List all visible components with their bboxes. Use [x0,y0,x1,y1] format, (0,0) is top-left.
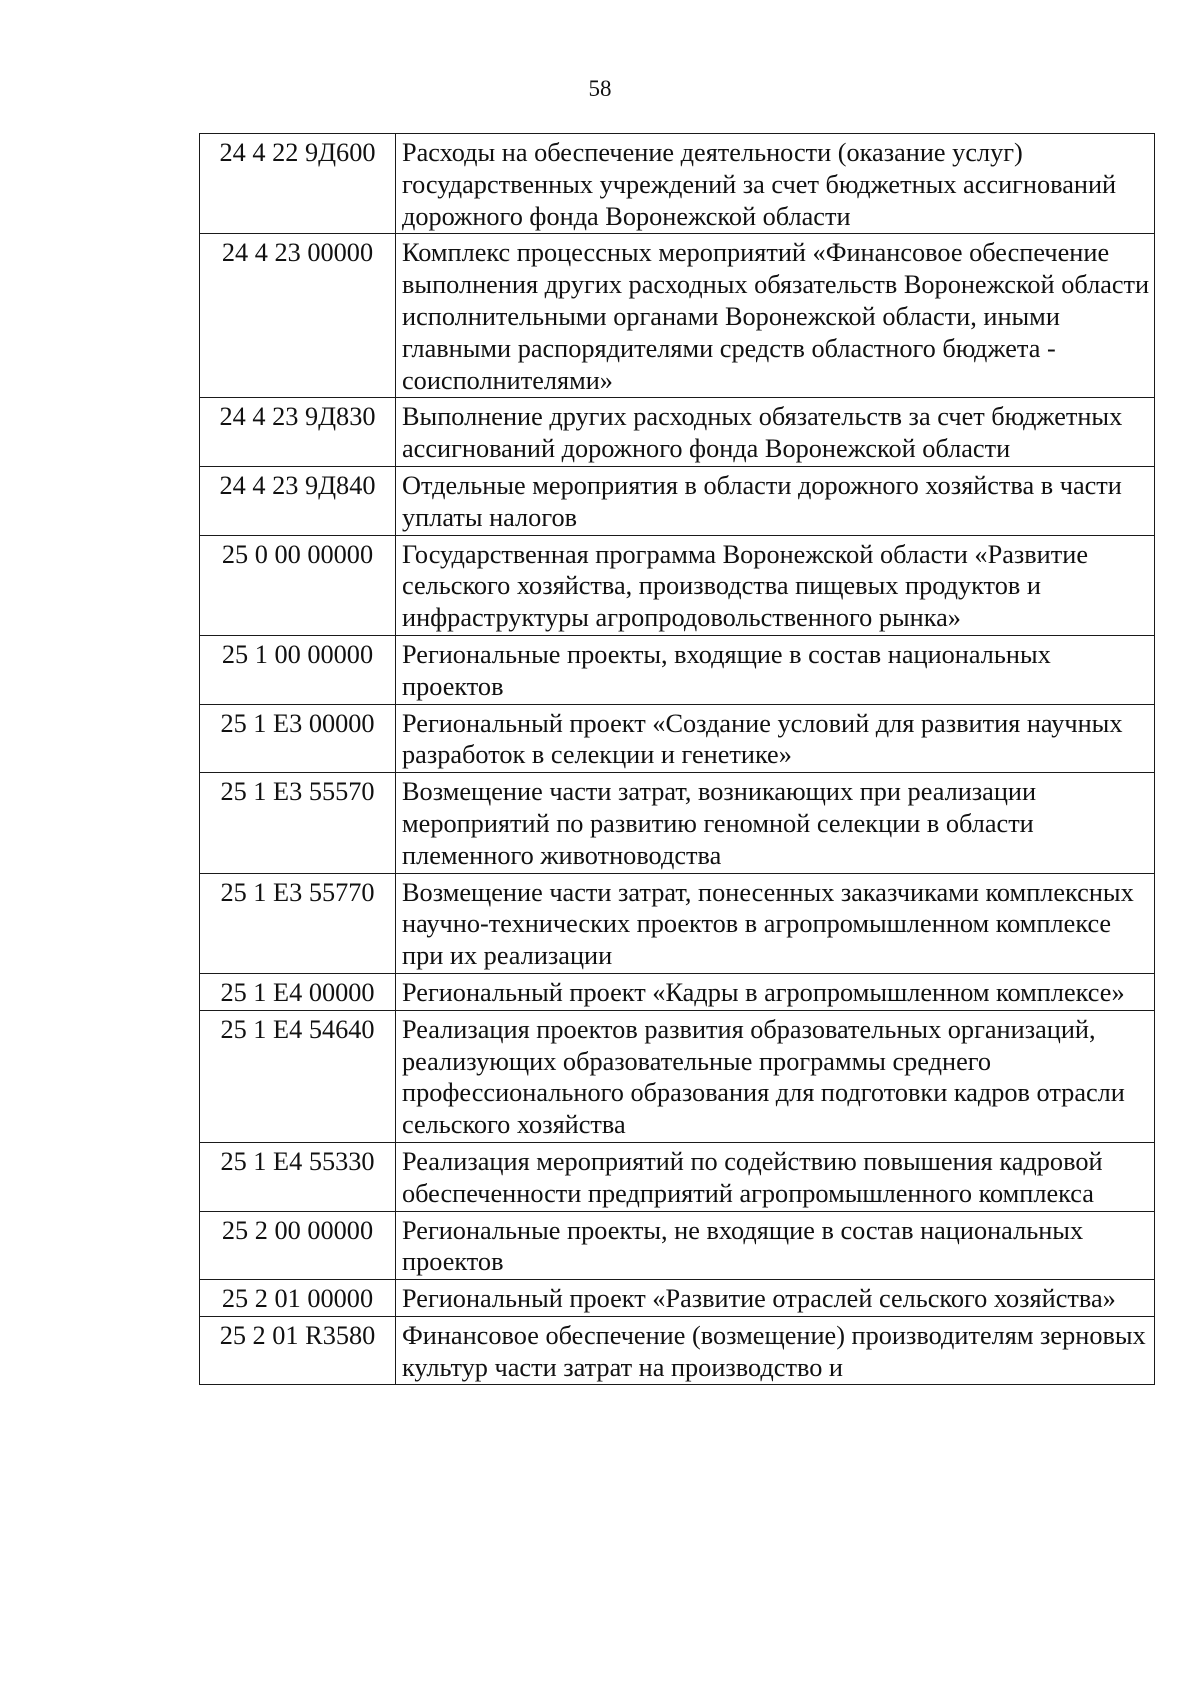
table-row [200,704,1155,773]
table-row [200,1211,1155,1280]
classification-code: 25 1 Е3 00000 [200,704,396,773]
expense-description: Возмещение части затрат, возникающих при реализации мероприятий по развитию геномной селекции в области племенного животноводства [396,773,1155,873]
classification-code: 24 4 23 9Д840 [200,466,396,535]
expense-description: Региональный проект «Создание условий для развития научных разработок в селекции и генетике» [396,704,1155,773]
classification-code: 24 4 23 9Д830 [200,398,396,467]
expense-description: Региональный проект «Развитие отраслей сельского хозяйства» [396,1280,1155,1317]
expense-description: Реализация проектов развития образовательных организаций, реализующих образовательные программы среднего профессионального образования для подготовки кадров отрасли сельского хозяйства [396,1010,1155,1142]
classification-code: 25 2 01 R3580 [200,1316,396,1385]
table-row [200,635,1155,704]
classification-code: 25 0 00 00000 [200,535,396,635]
table-row [200,466,1155,535]
expense-description: Государственная программа Воронежской области «Развитие сельского хозяйства, производства пищевых продуктов и инфраструктуры агропродовольственного рынка» [396,535,1155,635]
classification-code: 25 1 00 00000 [200,635,396,704]
table-row [200,234,1155,398]
classification-code: 25 1 Е4 54640 [200,1010,396,1142]
expense-description: Региональные проекты, не входящие в состав национальных проектов [396,1211,1155,1280]
expense-description: Расходы на обеспечение деятельности (оказание услуг) государственных учреждений за счет бюджетных ассигнований дорожного фонда Воронежской области [396,134,1155,234]
table-row [200,873,1155,973]
expense-description: Финансовое обеспечение (возмещение) производителям зерновых культур части затрат на производство и [396,1316,1155,1385]
table-row [200,1010,1155,1142]
classification-code: 24 4 23 00000 [200,234,396,398]
expense-description: Возмещение части затрат, понесенных заказчиками комплексных научно-технических проектов в агропромышленном комплексе при их реализации [396,873,1155,973]
expense-description: Региональный проект «Кадры в агропромышленном комплексе» [396,973,1155,1010]
table-row [200,1142,1155,1211]
expense-description: Отдельные мероприятия в области дорожного хозяйства в части уплаты налогов [396,466,1155,535]
table-row [200,773,1155,873]
budget-classification-table [199,133,1155,1385]
table-row [200,134,1155,234]
expense-description: Выполнение других расходных обязательств за счет бюджетных ассигнований дорожного фонда Воронежской области [396,398,1155,467]
table-row [200,1280,1155,1317]
classification-code: 25 2 01 00000 [200,1280,396,1317]
classification-code: 25 2 00 00000 [200,1211,396,1280]
table-row [200,973,1155,1010]
table-row [200,398,1155,467]
classification-code: 25 1 Е3 55770 [200,873,396,973]
classification-code: 25 1 Е4 55330 [200,1142,396,1211]
expense-description: Региональные проекты, входящие в состав национальных проектов [396,635,1155,704]
classification-code: 25 1 Е3 55570 [200,773,396,873]
page-number: 58 [588,76,612,101]
classification-code: 24 4 22 9Д600 [200,134,396,234]
expense-description: Комплекс процессных мероприятий «Финансовое обеспечение выполнения других расходных обязательств Воронежской области исполнительными органами Воронежской области, иными главными распорядителями средств областного бюджета - соисполнителями» [396,234,1155,398]
table-row [200,535,1155,635]
classification-code: 25 1 Е4 00000 [200,973,396,1010]
table-row [200,1316,1155,1385]
expense-description: Реализация мероприятий по содействию повышения кадровой обеспеченности предприятий агропромышленного комплекса [396,1142,1155,1211]
